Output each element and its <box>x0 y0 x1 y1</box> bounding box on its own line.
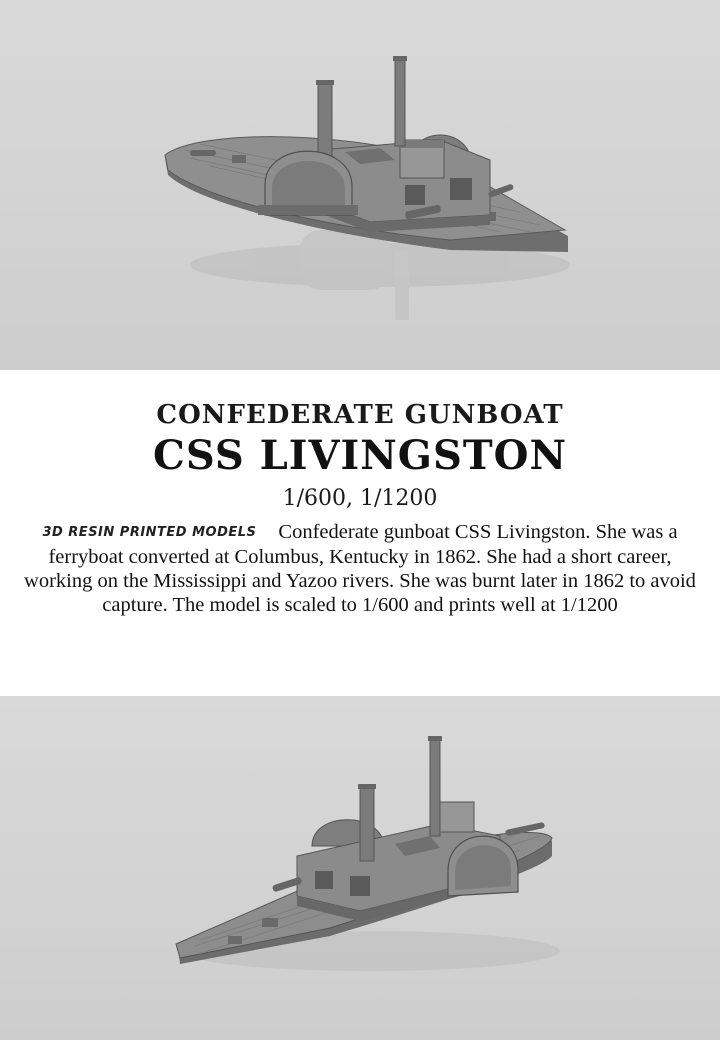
gun-port <box>450 178 472 200</box>
subtitle-heading: CONFEDERATE GUNBOAT <box>156 400 564 430</box>
brand-logo-text: 3D RESIN PRINTED MODELS <box>42 525 257 540</box>
top-model-render <box>0 0 720 370</box>
gun-port <box>315 871 333 889</box>
paddle-box-sponson <box>258 205 358 215</box>
smokestack-fore <box>360 786 374 861</box>
gun-port <box>350 876 370 896</box>
gunboat-model-image-bottom <box>0 696 720 1040</box>
bow-gun <box>190 150 216 156</box>
smokestack-fore-cap <box>316 80 334 85</box>
bottom-model-render <box>0 696 720 1040</box>
gun-port <box>405 185 425 205</box>
ship-name-title: CSS LIVINGSTON <box>152 432 568 479</box>
smokestack-aft-cap <box>393 56 407 61</box>
description-text: Confederate gunboat CSS Livingston. She was a ferryboat converted at Columbus, Kentucky in 1862. She had a short career, working on the Mississippi and Yazoo rivers. She was burnt later in 1862 to avoid capture. The model is scaled to 1/600 and prints well at 1/1200 <box>24 521 696 616</box>
pilot-house-roof <box>400 140 444 148</box>
gunboat-model-image-top <box>0 0 720 370</box>
product-description <box>20 520 700 617</box>
product-info-panel <box>0 370 720 696</box>
pilot-house <box>438 802 474 832</box>
deck-hatch <box>228 936 242 944</box>
smokestack-fore <box>318 82 332 160</box>
smokestack-aft-cap <box>428 736 442 741</box>
deck-hatch <box>232 155 246 163</box>
deck-hatch <box>262 918 278 927</box>
smokestack-fore-cap <box>358 784 376 789</box>
smokestack-aft <box>430 738 440 836</box>
smokestack-aft <box>395 58 405 146</box>
scale-label: 1/600, 1/1200 <box>282 486 438 511</box>
